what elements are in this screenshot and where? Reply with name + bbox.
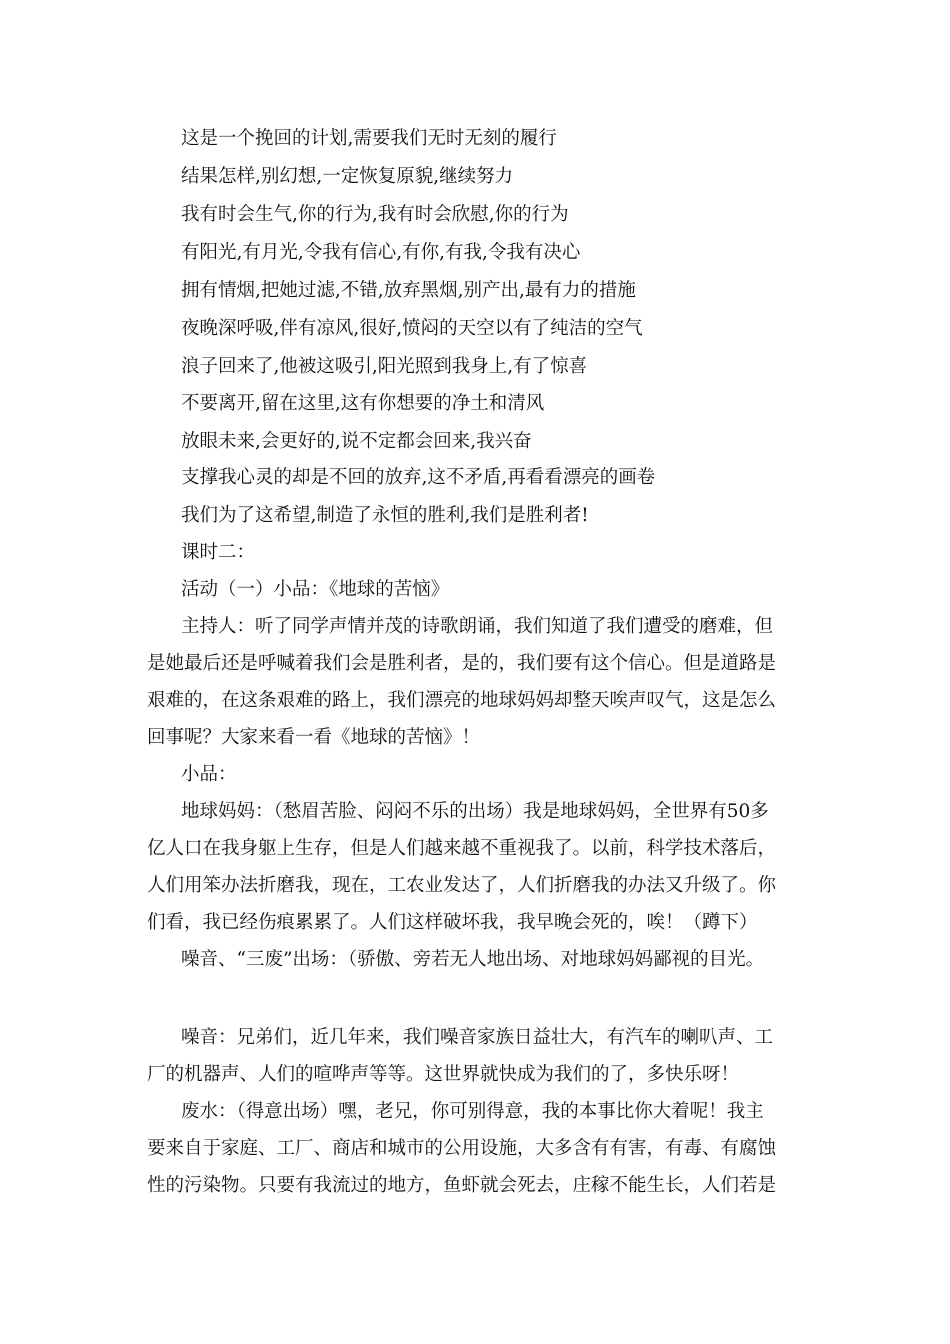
poem-line: 结果怎样,别幻想,一定恢复原貌,继续努力 <box>181 166 514 187</box>
paragraph-line: 噪音：兄弟们，近几年来，我们噪音家族日益壮大，有汽车的喇叭声、工 <box>181 1027 774 1048</box>
paragraph-line: 要来自于家庭、工厂、商店和城市的公用设施，大多含有有害，有毒、有腐蚀 <box>147 1138 777 1159</box>
poem-line: 我们为了这希望,制造了永恒的胜利,我们是胜利者! <box>181 505 589 526</box>
paragraph-line: 亿人口在我身躯上生存，但是人们越来越不重视我了。以前，科学技术落后， <box>147 838 777 859</box>
poem-line: 我有时会生气,你的行为,我有时会欣慰,你的行为 <box>181 204 569 225</box>
poem-line: 放眼未来,会更好的,说不定都会回来,我兴奋 <box>181 431 532 452</box>
poem-line: 拥有情烟,把她过滤,不错,放弃黑烟,别产出,最有力的措施 <box>181 280 636 301</box>
paragraph-line: 废水：（得意出场）嘿，老兄，你可别得意，我的本事比你大着呢！我主 <box>181 1101 764 1122</box>
poem-line: 不要离开,留在这里,这有你想要的净土和清风 <box>181 393 545 414</box>
poem-line: 这是一个挽回的计划,需要我们无时无刻的履行 <box>181 128 557 149</box>
entrance-line: 噪音、“三废”出场：（骄傲、旁若无人地出场、对地球妈妈鄙视的目光。 <box>181 949 765 970</box>
paragraph-line: 艰难的，在这条艰难的路上，我们漂亮的地球妈妈却整天唉声叹气，这是怎么 <box>147 690 777 711</box>
paragraph-line: 们看，我已经伤痕累累了。人们这样破坏我，我早晚会死的，唉！（蹲下） <box>147 912 758 933</box>
paragraph-line: 人们用笨办法折磨我，现在，工农业发达了，人们折磨我的办法又升级了。你 <box>147 875 777 896</box>
paragraph-line: 地球妈妈：（愁眉苦脸、闷闷不乐的出场）我是地球妈妈，全世界有50多 <box>181 801 769 822</box>
poem-line: 浪子回来了,他被这吸引,阳光照到我身上,有了惊喜 <box>181 356 588 377</box>
activity-title: 活动（一）小品：《地球的苦恼》 <box>181 579 450 600</box>
paragraph-line: 性的污染物。只要有我流过的地方，鱼虾就会死去，庄稼不能生长，人们若是 <box>147 1175 777 1196</box>
poem-line: 夜晚深呼吸,伴有凉风,很好,愤闷的天空以有了纯洁的空气 <box>181 318 643 339</box>
paragraph-line: 厂的机器声、人们的喧哗声等等。这世界就快成为我们的了，多快乐呀！ <box>147 1064 740 1085</box>
paragraph-line: 是她最后还是呼喊着我们会是胜利者，是的，我们要有这个信心。但是道路是 <box>147 653 777 674</box>
poem-line: 有阳光,有月光,令我有信心,有你,有我,令我有决心 <box>181 242 581 263</box>
skit-label: 小品： <box>181 764 237 785</box>
poem-line: 支撑我心灵的却是不回的放弃,这不矛盾,再看看漂亮的画卷 <box>181 467 656 488</box>
lesson-title: 课时二： <box>181 542 256 563</box>
paragraph-line: 主持人：听了同学声情并茂的诗歌朗诵，我们知道了我们遭受的磨难，但 <box>181 616 774 637</box>
paragraph-line: 回事呢？大家来看一看《地球的苦恼》！ <box>147 727 481 748</box>
